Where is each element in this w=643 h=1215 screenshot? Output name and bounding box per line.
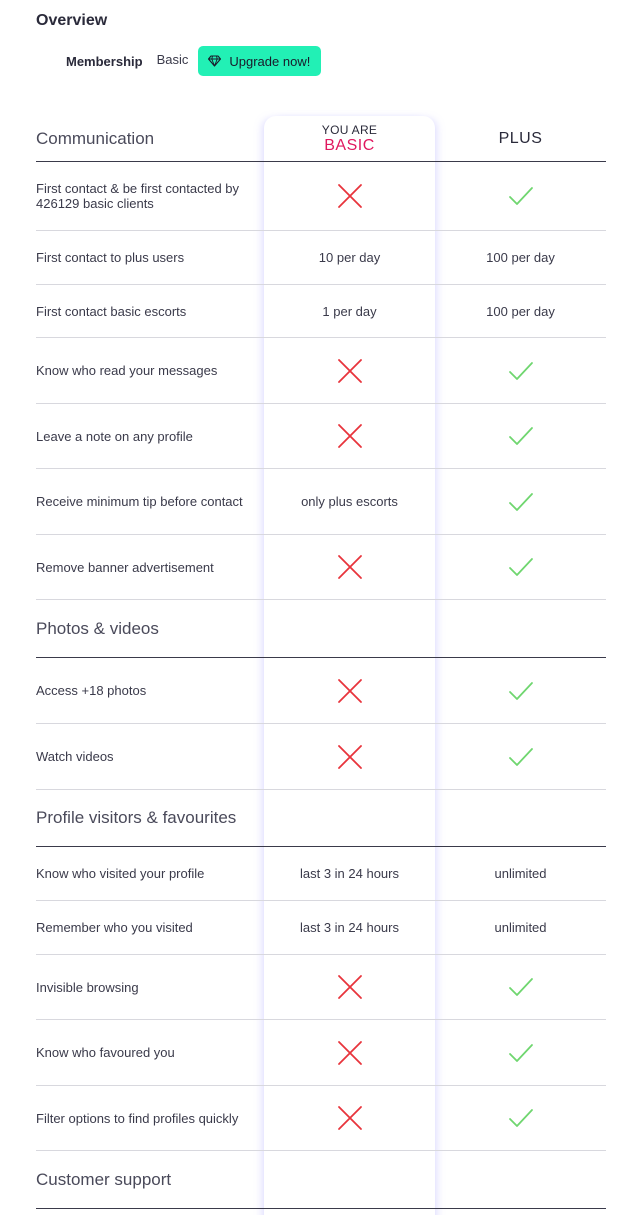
plus-cell	[435, 361, 606, 381]
feature-row	[36, 1020, 606, 1086]
section-title-text: Customer support	[36, 1169, 172, 1189]
you-are-label: YOU ARE	[321, 122, 378, 137]
upgrade-button[interactable]	[198, 46, 321, 76]
check-icon	[508, 186, 534, 206]
feature-row	[36, 338, 606, 404]
basic-column-header	[264, 123, 435, 155]
basic-value: last 3 in 24 hours	[299, 920, 399, 935]
basic-cell	[264, 866, 435, 881]
section-header-row	[36, 600, 606, 658]
basic-cell	[264, 974, 435, 1000]
plus-column-header	[435, 130, 606, 148]
feature-name: Know who visited your profile	[36, 866, 205, 881]
section-title	[36, 618, 264, 638]
plus-cell	[435, 426, 606, 446]
plus-cell	[435, 304, 606, 319]
section-title-text: Photos & videos	[36, 618, 159, 638]
feature-row	[36, 901, 606, 955]
comparison-table	[36, 116, 606, 1209]
plus-cell	[435, 492, 606, 512]
check-icon	[508, 1043, 534, 1063]
basic-cell	[264, 1040, 435, 1066]
cross-icon	[337, 1040, 363, 1066]
check-icon	[508, 681, 534, 701]
basic-plan-label: BASIC	[324, 136, 375, 154]
basic-cell	[264, 554, 435, 580]
feature-name: First contact to plus users	[36, 250, 185, 265]
plus-cell	[435, 1043, 606, 1063]
cross-icon	[337, 183, 363, 209]
check-icon	[508, 361, 534, 381]
basic-cell	[264, 423, 435, 449]
plus-cell	[435, 977, 606, 997]
section-title	[36, 128, 264, 148]
feature-row	[36, 1086, 606, 1151]
check-icon	[508, 747, 534, 767]
plus-cell	[435, 250, 606, 265]
cross-icon	[337, 423, 363, 449]
check-icon	[508, 557, 534, 577]
basic-cell	[264, 494, 435, 509]
feature-row	[36, 162, 606, 231]
feature-name: Receive minimum tip before contact	[36, 494, 243, 509]
cross-icon	[337, 554, 363, 580]
feature-row	[36, 469, 606, 535]
plus-value: unlimited	[494, 866, 547, 881]
basic-cell	[264, 183, 435, 209]
feature-row	[36, 724, 606, 790]
feature-row	[36, 231, 606, 285]
check-icon	[508, 426, 534, 446]
feature-row	[36, 658, 606, 724]
feature-name: Leave a note on any profile	[36, 428, 193, 444]
section-header-row	[36, 116, 606, 162]
basic-cell	[264, 920, 435, 935]
basic-cell	[264, 744, 435, 770]
section-title	[36, 810, 264, 826]
basic-cell	[264, 358, 435, 384]
basic-cell	[264, 678, 435, 704]
feature-row	[36, 847, 606, 901]
feature-row	[36, 535, 606, 600]
feature-name: First contact basic escorts	[36, 303, 187, 319]
cross-icon	[337, 974, 363, 1000]
plus-cell	[435, 920, 606, 935]
feature-name: Watch videos	[36, 749, 114, 764]
check-icon	[508, 977, 534, 997]
plus-value: unlimited	[494, 920, 547, 935]
feature-name: Access +18 photos	[36, 683, 147, 698]
feature-row	[36, 285, 606, 338]
basic-cell	[264, 304, 435, 319]
plus-plan-label: PLUS	[498, 129, 543, 147]
feature-name: Remember who you visited	[36, 920, 193, 935]
section-title	[36, 1169, 264, 1189]
cross-icon	[337, 1105, 363, 1131]
feature-name: Invisible browsing	[36, 979, 139, 995]
feature-row	[36, 955, 606, 1020]
feature-name: First contact & be first contacted by 426129 basic clients	[36, 181, 240, 211]
section-header-row	[36, 790, 606, 847]
basic-value: last 3 in 24 hours	[299, 866, 399, 881]
basic-cell	[264, 1105, 435, 1131]
cross-icon	[337, 678, 363, 704]
cross-icon	[337, 744, 363, 770]
upgrade-button-label: Upgrade now!	[229, 53, 311, 69]
basic-cell	[264, 250, 435, 265]
plus-value: 100 per day	[486, 250, 555, 265]
cross-icon	[337, 358, 363, 384]
feature-name: Know who read your messages	[36, 363, 218, 378]
plus-cell	[435, 186, 606, 206]
basic-value: 10 per day	[318, 250, 381, 265]
plus-cell	[435, 1108, 606, 1128]
plus-cell	[435, 747, 606, 767]
check-icon	[508, 492, 534, 512]
membership-row	[66, 46, 321, 76]
basic-value: only plus escorts	[301, 494, 398, 509]
gem-icon	[208, 55, 221, 67]
feature-name: Filter options to find profiles quickly	[36, 1110, 239, 1126]
feature-row	[36, 404, 606, 469]
plus-cell	[435, 681, 606, 701]
plus-value: 100 per day	[486, 303, 555, 319]
section-title-text: Profile visitors & favourites	[36, 808, 237, 827]
membership-value: Basic	[156, 51, 189, 67]
plus-cell	[435, 557, 606, 577]
feature-name: Know who favoured you	[36, 1045, 175, 1060]
plus-cell	[435, 866, 606, 881]
section-header-row	[36, 1151, 606, 1209]
basic-value: 1 per day	[322, 303, 377, 319]
check-icon	[508, 1108, 534, 1128]
section-title-text: Communication	[36, 128, 155, 148]
feature-name: Remove banner advertisement	[36, 559, 214, 575]
membership-label: Membership	[66, 53, 143, 69]
overview-title: Overview	[36, 12, 108, 29]
